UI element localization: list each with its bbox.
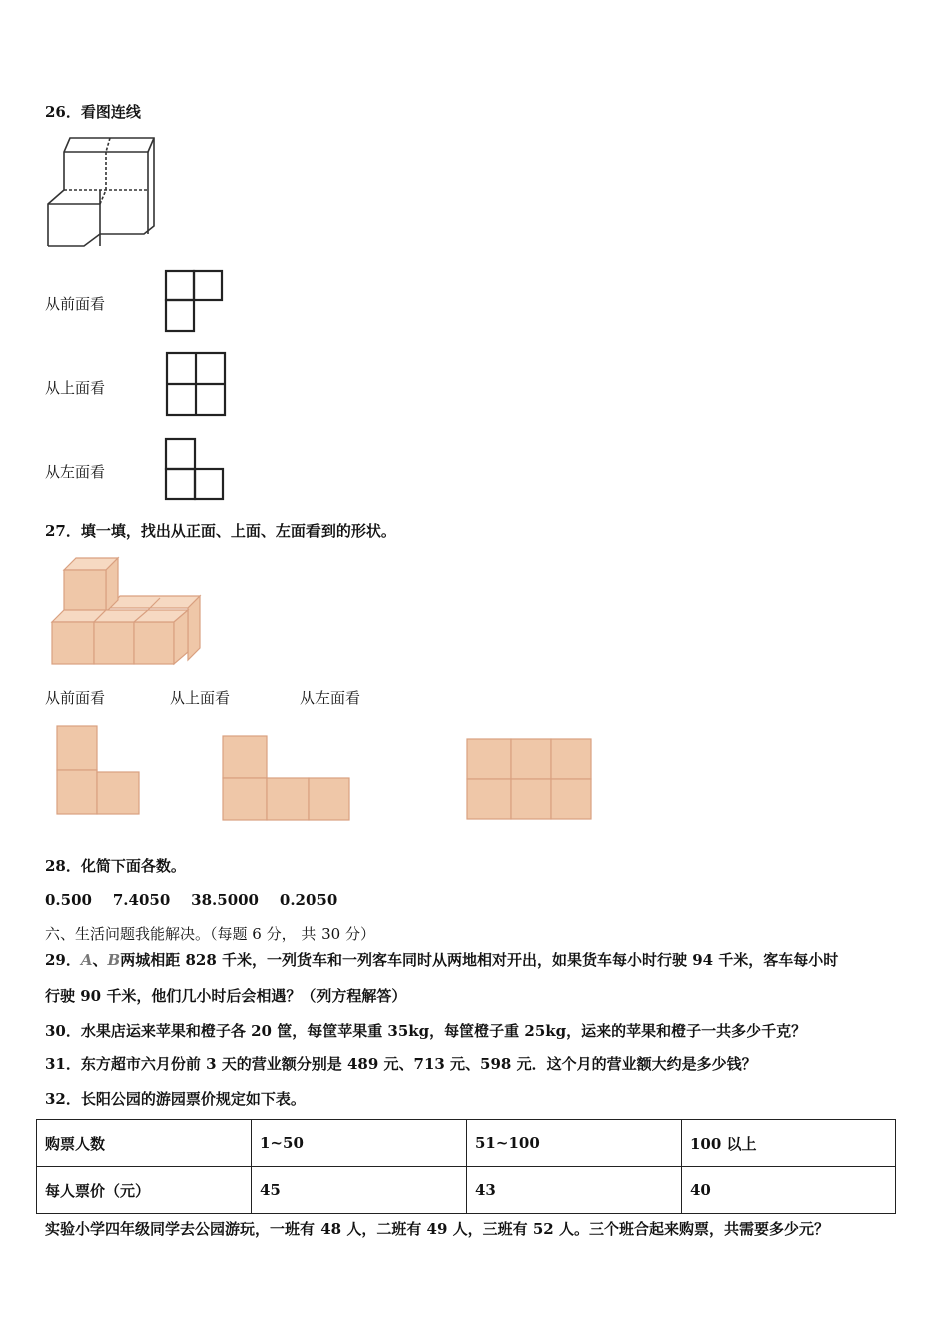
q29-sep: 、 bbox=[92, 951, 108, 969]
q29-var-b: B bbox=[107, 951, 121, 969]
q26-front-view-shape bbox=[163, 268, 225, 334]
q29-var-a: A bbox=[80, 951, 93, 969]
table-cell: 1~50 bbox=[252, 1120, 467, 1167]
q27-answer-shape-2 bbox=[221, 734, 353, 822]
q29-line2: 行驶 90 千米，他们几小时后会相遇？（列方程解答） bbox=[45, 987, 407, 1005]
q29-line1 bbox=[45, 950, 838, 970]
q26-view-top-label: 从上面看 bbox=[45, 379, 106, 397]
table-cell: 43 bbox=[467, 1167, 682, 1214]
q32-question: 实验小学四年级同学去公园游玩，一班有 48 人，二班有 49 人，三班有 52 人。三个班合起来购票，共需要多少元？ bbox=[45, 1220, 829, 1238]
q27-title: 27．填一填，找出从正面、上面、左面看到的形状。 bbox=[45, 522, 396, 540]
table-cell: 51~100 bbox=[467, 1120, 682, 1167]
q26-left-view-shape bbox=[163, 436, 227, 502]
table-cell: 100 以上 bbox=[682, 1120, 896, 1167]
q29-line1-text: 两城相距 828 千米，一列货车和一列客车同时从两地相对开出，如果货车每小时行驶 94 千米，客车每小时 bbox=[120, 951, 839, 969]
table-row bbox=[37, 1120, 896, 1167]
q28-title: 28．化简下面各数。 bbox=[45, 857, 186, 875]
q27-view-left-label: 从左面看 bbox=[300, 689, 361, 707]
q27-solid-figure bbox=[48, 556, 208, 668]
q27-answer-shape-3 bbox=[465, 737, 595, 821]
table-cell: 40 bbox=[682, 1167, 896, 1214]
q30-text: 30．水果店运来苹果和橙子各 20 筐，每筐苹果重 35kg，每筐橙子重 25kg，运来的苹果和橙子一共多少千克？ bbox=[45, 1022, 807, 1040]
section6-title: 六、生活问题我能解决。（每题 6 分， 共 30 分） bbox=[45, 925, 375, 943]
q27-view-front-label: 从前面看 bbox=[45, 689, 106, 707]
q26-solid-figure bbox=[44, 134, 159, 252]
q27-answer-shape-1 bbox=[55, 724, 145, 818]
q32-title: 32．长阳公园的游园票价规定如下表。 bbox=[45, 1090, 306, 1108]
q28-numbers: 0.500 7.4050 38.5000 0.2050 bbox=[45, 891, 338, 909]
q27-view-top-label: 从上面看 bbox=[170, 689, 231, 707]
table-row bbox=[37, 1167, 896, 1214]
q29-num: 29． bbox=[45, 951, 81, 969]
q26-view-front-label: 从前面看 bbox=[45, 295, 106, 313]
q31-text: 31．东方超市六月份前 3 天的营业额分别是 489 元、713 元、598 元．这个月的营业额大约是多少钱？ bbox=[45, 1055, 757, 1073]
q26-view-left-label: 从左面看 bbox=[45, 463, 106, 481]
q26-top-view-shape bbox=[163, 350, 229, 418]
table-cell: 每人票价（元） bbox=[37, 1167, 252, 1214]
q26-title: 26．看图连线 bbox=[45, 103, 141, 121]
q32-price-table bbox=[36, 1119, 896, 1214]
table-cell: 购票人数 bbox=[37, 1120, 252, 1167]
table-cell: 45 bbox=[252, 1167, 467, 1214]
